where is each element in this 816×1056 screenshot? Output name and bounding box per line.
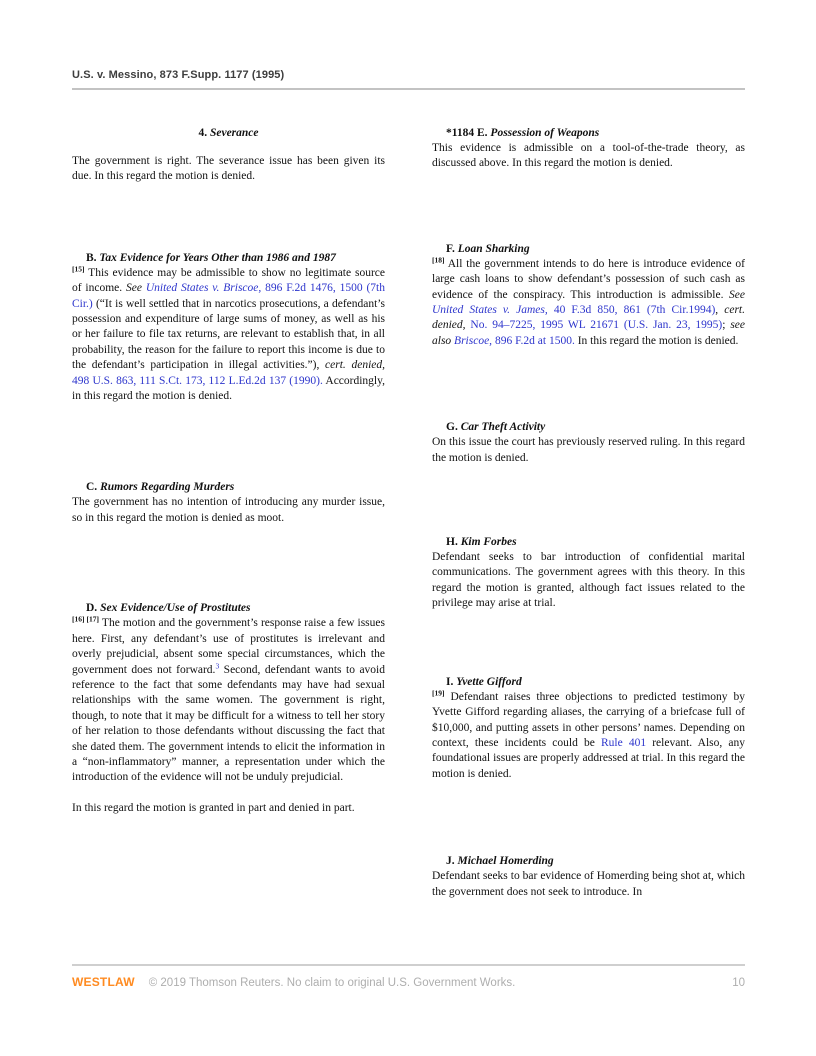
header-rule xyxy=(72,88,745,90)
text-segment: cert. denied, xyxy=(432,304,746,332)
section-number: J. xyxy=(446,855,455,868)
section-heading-weapons xyxy=(432,126,745,141)
section-heading-rumors xyxy=(72,480,385,495)
text-segment: cert. denied, xyxy=(325,359,385,372)
text-segment: ; xyxy=(722,319,731,332)
section-title: Loan Sharking xyxy=(457,242,530,255)
loan-sharking-paragraph xyxy=(432,257,745,349)
footnote-reference-link[interactable]: 3 xyxy=(215,661,220,670)
section-heading-severance xyxy=(72,126,385,141)
homerding-paragraph xyxy=(432,869,745,900)
section-title: Yvette Gifford xyxy=(456,675,522,688)
citation-link[interactable]: 896 F.2d 1476, 1500 (7th Cir.) xyxy=(72,282,385,310)
text-segment: All the government intends to do here is introduce evidence of large cash loans to show defendant’s possession of such cash as evidence of the conspiracy. This introduction is admissible. xyxy=(432,257,745,301)
text-segment: [18] xyxy=(432,255,445,265)
citation-link[interactable]: 896 F.2d at 1500. xyxy=(494,334,575,347)
text-segment: This evidence may be admissible to show no legitimate source of income. xyxy=(72,266,385,295)
text-segment: In this regard the motion is denied. xyxy=(574,334,739,347)
text-segment: The government has no intention of introducing any murder issue, so in this regard the motion is denied as moot. xyxy=(72,496,385,524)
section-heading-kim-forbes xyxy=(432,535,745,550)
citation-link[interactable]: Briscoe, xyxy=(454,334,495,347)
section-heading-tax-evidence xyxy=(72,251,385,266)
text-segment: Defendant seeks to bar evidence of Homerding being shot at, which the government does not seek to introduce. In xyxy=(432,870,745,898)
left-column xyxy=(72,118,385,816)
section-number: 4. xyxy=(198,127,208,139)
text-segment: see also xyxy=(432,319,745,347)
section-heading-loan-sharking xyxy=(432,242,745,257)
text-segment: Defendant raises three objections to predicted testimony by Yvette Gifford regarding aliases, the carrying of a briefcase full of $10,000, and putting assets in other persons’ names. Depending on context, these incidents could be xyxy=(432,690,745,749)
section-number: C. xyxy=(86,481,98,494)
text-segment: See xyxy=(126,282,146,295)
page-header xyxy=(72,69,745,90)
text-segment: In this regard the motion is granted in part and denied in part. xyxy=(72,801,355,814)
text-segment: Defendant seeks to bar introduction of confidential marital communications. The government agrees with this theory. In this regard the motion is granted, although fact issues related to the privilege may arise at trial. xyxy=(432,551,745,610)
section-heading-homerding xyxy=(432,854,745,869)
text-segment: See xyxy=(729,288,745,301)
citation-link[interactable]: No. 94–7225, 1995 WL 21671 (U.S. Jan. 23, 1995) xyxy=(470,319,723,332)
weapons-paragraph xyxy=(432,141,745,172)
section-heading-sex-evidence xyxy=(72,601,385,616)
section-number: I. xyxy=(446,675,454,688)
severance-paragraph xyxy=(72,154,385,185)
text-segment: , xyxy=(715,304,725,317)
text-segment: [19] xyxy=(432,688,445,698)
text-segment: This evidence is admissible on a tool-of-the-trade theory, as discussed above. In this regard the motion is denied. xyxy=(432,142,745,170)
westlaw-logo: WESTLAW xyxy=(72,975,135,989)
page-number: 10 xyxy=(732,977,745,989)
section-number: D. xyxy=(86,602,98,615)
section-title: Sex Evidence/Use of Prostitutes xyxy=(100,602,251,615)
rumors-paragraph xyxy=(72,495,385,526)
section-number: *1184 E. xyxy=(446,127,488,139)
text-segment: The motion and the government’s response raise a few issues here. First, any defendant’s use of prostitutes is irrelevant and overly prejudicial, absent some special circumstances, which the government does not forward. xyxy=(72,617,385,676)
right-column xyxy=(432,118,745,900)
tax-evidence-paragraph xyxy=(72,266,385,405)
text-segment: Accordingly, in this regard the motion is denied. xyxy=(72,374,386,403)
section-title: Severance xyxy=(209,127,259,139)
car-theft-paragraph xyxy=(432,435,745,466)
section-title: Kim Forbes xyxy=(460,536,517,549)
yvette-gifford-paragraph xyxy=(432,690,745,782)
section-title: Possession of Weapons xyxy=(490,127,600,139)
citation-link[interactable]: United States v. James, xyxy=(432,304,554,317)
sex-evidence-paragraph xyxy=(72,616,385,785)
page-footer xyxy=(72,964,745,989)
citation-link[interactable]: 40 F.3d 850, 861 (7th Cir.1994) xyxy=(553,304,716,317)
section-title: Rumors Regarding Murders xyxy=(100,481,235,494)
text-segment: [15] xyxy=(72,264,85,274)
text-segment: [16] [17] xyxy=(72,614,100,624)
section-heading-car-theft xyxy=(432,420,745,435)
citation-link[interactable]: Rule 401 xyxy=(600,736,647,749)
case-citation: U.S. v. Messino, 873 F.Supp. 1177 (1995) xyxy=(72,69,285,81)
citation-link[interactable]: United States v. Briscoe, xyxy=(145,282,266,295)
text-segment: (“It is well settled that in narcotics prosecutions, a defendant’s possession and expenditure of large sums of money, as well as his or her failure to file tax returns, are relevant to establish that, in all probability, the reason for the failure to report this income is due to the defendant’s participation in illegal activities.”), xyxy=(72,297,385,372)
text-segment: Second, defendant wants to avoid reference to the fact that some defendants may have had sexual relationships with the same women. The government is right, though, to note that it may be difficult for a witness to tell her story of her relation to those defendants without discussing the fact that she dated them. The government intends to elicit the information in a “non-inflammatory” manner, a representation under which the introduction of the evidence will not be unduly prejudicial. xyxy=(72,663,385,784)
text-segment: On this issue the court has previously reserved ruling. In this regard the motion is denied. xyxy=(432,436,745,464)
copyright-text: © 2019 Thomson Reuters. No claim to original U.S. Government Works. xyxy=(148,977,516,989)
section-title: Tax Evidence for Years Other than 1986 and 1987 xyxy=(99,251,336,264)
section-number: F. xyxy=(446,242,455,255)
text-segment: relevant. Also, any foundational issues are properly addressed at trial. In this regard the motion is denied. xyxy=(432,736,745,780)
section-number: G. xyxy=(446,421,458,434)
kim-forbes-paragraph xyxy=(432,550,745,612)
sex-evidence-ruling-paragraph xyxy=(72,801,385,816)
section-title: Michael Homerding xyxy=(457,855,554,868)
section-number: B. xyxy=(86,251,97,264)
section-number: H. xyxy=(446,536,458,549)
section-heading-yvette-gifford xyxy=(432,675,745,690)
text-segment: The government is right. The severance issue has been given its due. In this regard the motion is denied. xyxy=(72,155,385,183)
section-title: Car Theft Activity xyxy=(460,421,546,434)
citation-link[interactable]: 498 U.S. 863, 111 S.Ct. 173, 112 L.Ed.2d 137 (1990). xyxy=(72,374,323,387)
